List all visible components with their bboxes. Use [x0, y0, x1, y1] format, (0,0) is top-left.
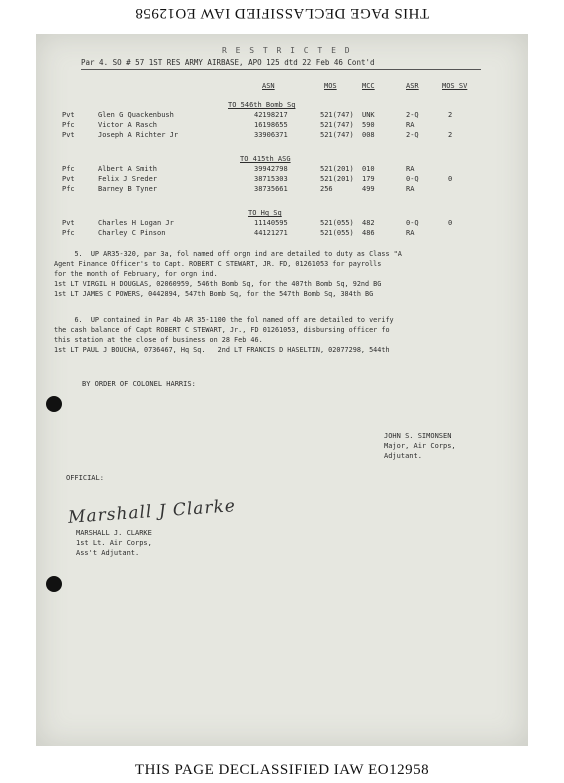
- row-name: Barney B Tyner: [98, 185, 158, 193]
- row-name: Glen G Quackenbush: [98, 111, 174, 119]
- row-asr: 2-Q: [406, 131, 419, 139]
- document-header: Par 4. SO # 57 1ST RES ARMY AIRBASE, APO 125 dtd 22 Feb 46 Cont'd: [81, 58, 375, 67]
- row-mos-sv: 2: [448, 131, 453, 139]
- row-asn: 39942798: [254, 165, 288, 173]
- row-name: Joseph A Richter Jr: [98, 131, 179, 139]
- row-mos: 521(201): [320, 175, 354, 183]
- row-asr: RA: [406, 165, 415, 173]
- para-line: the cash balance of Capt ROBERT C STEWART, Jr., FD 01261053, disbursing officer fo: [54, 326, 390, 334]
- row-asn: 42198217: [254, 111, 288, 119]
- col-header-mos: MOS: [324, 82, 337, 90]
- row-asn: 16198655: [254, 121, 288, 129]
- row-asn: 33906371: [254, 131, 288, 139]
- row-asn: 11140595: [254, 219, 288, 227]
- row-mos-sv: 0: [448, 175, 453, 183]
- row-mcc: UNK: [362, 111, 375, 119]
- row-mcc: 499: [362, 185, 375, 193]
- document-page: [36, 34, 528, 746]
- row-mos: 256: [320, 185, 333, 193]
- para-line: 1st LT PAUL J BOUCHA, 0736467, Hq Sq. 2nd LT FRANCIS D HASELTIN, 02077298, 544th: [54, 346, 390, 354]
- row-asr: RA: [406, 121, 415, 129]
- col-header-mos-sv: MOS SV: [442, 82, 468, 90]
- row-name: Albert A Smith: [98, 165, 158, 173]
- group-heading: TO Hq Sq: [248, 209, 282, 217]
- punch-hole: [46, 396, 62, 412]
- para-line: 1st LT JAMES C POWERS, 0442894, 547th Bomb Sq, for the 547th Bomb Sq, 384th BG: [54, 290, 374, 298]
- row-asr: RA: [406, 229, 415, 237]
- row-grade: Pfc: [62, 165, 75, 173]
- row-mos-sv: 2: [448, 111, 453, 119]
- row-mos: 521(201): [320, 165, 354, 173]
- declassified-banner-top: THIS PAGE DECLASSIFIED IAW EO12958: [134, 5, 430, 21]
- row-mos: 521(055): [320, 219, 354, 227]
- row-asr: 0-Q: [406, 219, 419, 227]
- punch-hole: [46, 576, 62, 592]
- row-asn: 44121271: [254, 229, 288, 237]
- row-mos-sv: 0: [448, 219, 453, 227]
- restricted-marking: R E S T R I C T E D: [222, 46, 352, 55]
- row-grade: Pfc: [62, 229, 75, 237]
- signer-title: Adjutant.: [384, 452, 422, 460]
- para-line: Agent Finance Officer's to Capt. ROBERT C STEWART, JR. FD, 01261053 for payrolls: [54, 260, 382, 268]
- row-grade: Pvt: [62, 131, 75, 139]
- header-rule: [81, 69, 481, 70]
- row-name: Charley C Pinson: [98, 229, 166, 237]
- official-signer-title: Ass't Adjutant.: [76, 549, 140, 557]
- para-line: 6. UP contained in Par 4b AR 35-1100 the fol named off are detailed to verify: [54, 316, 394, 324]
- para-line: for the month of February, for orgn ind.: [54, 270, 218, 278]
- row-mos: 521(055): [320, 229, 354, 237]
- row-grade: Pvt: [62, 175, 75, 183]
- row-name: Charles H Logan Jr: [98, 219, 174, 227]
- row-grade: Pfc: [62, 121, 75, 129]
- by-order-line: BY ORDER OF COLONEL HARRIS:: [82, 380, 196, 388]
- row-mos: 521(747): [320, 111, 354, 119]
- official-signer-name: MARSHALL J. CLARKE: [76, 529, 152, 537]
- row-mos: 521(747): [320, 131, 354, 139]
- group-heading: TO 546th Bomb Sq: [228, 101, 296, 109]
- col-header-asr: ASR: [406, 82, 419, 90]
- row-mcc: 482: [362, 219, 375, 227]
- row-grade: Pvt: [62, 111, 75, 119]
- row-mcc: 010: [362, 165, 375, 173]
- official-label: OFFICIAL:: [66, 474, 104, 482]
- row-asn: 38735661: [254, 185, 288, 193]
- group-heading: TO 415th ASG: [240, 155, 291, 163]
- row-asr: 2-Q: [406, 111, 419, 119]
- row-mcc: 486: [362, 229, 375, 237]
- para-line: 5. UP AR35-320, par 3a, fol named off orgn ind are detailed to duty as Class "A: [54, 250, 402, 258]
- handwritten-signature: Marshall J Clarke: [67, 496, 237, 528]
- signer-name: JOHN S. SIMONSEN: [384, 432, 452, 440]
- row-grade: Pfc: [62, 185, 75, 193]
- para-line: 1st LT VIRGIL H DOUGLAS, 02060959, 546th Bomb Sq, for the 407th Bomb Sq, 92nd BG: [54, 280, 382, 288]
- row-mcc: 008: [362, 131, 375, 139]
- row-mos: 521(747): [320, 121, 354, 129]
- official-signer-rank: 1st Lt. Air Corps,: [76, 539, 152, 547]
- col-header-mcc: MCC: [362, 82, 375, 90]
- signer-rank: Major, Air Corps,: [384, 442, 456, 450]
- row-asn: 38715303: [254, 175, 288, 183]
- row-asr: RA: [406, 185, 415, 193]
- row-name: Felix J Sreder: [98, 175, 158, 183]
- col-header-asn: ASN: [262, 82, 275, 90]
- row-mcc: 590: [362, 121, 375, 129]
- row-grade: Pvt: [62, 219, 75, 227]
- row-mcc: 179: [362, 175, 375, 183]
- declassified-banner-bottom: THIS PAGE DECLASSIFIED IAW EO12958: [134, 762, 430, 778]
- row-name: Victor A Rasch: [98, 121, 158, 129]
- row-asr: 0-Q: [406, 175, 419, 183]
- para-line: this station at the close of business on 28 Feb 46.: [54, 336, 263, 344]
